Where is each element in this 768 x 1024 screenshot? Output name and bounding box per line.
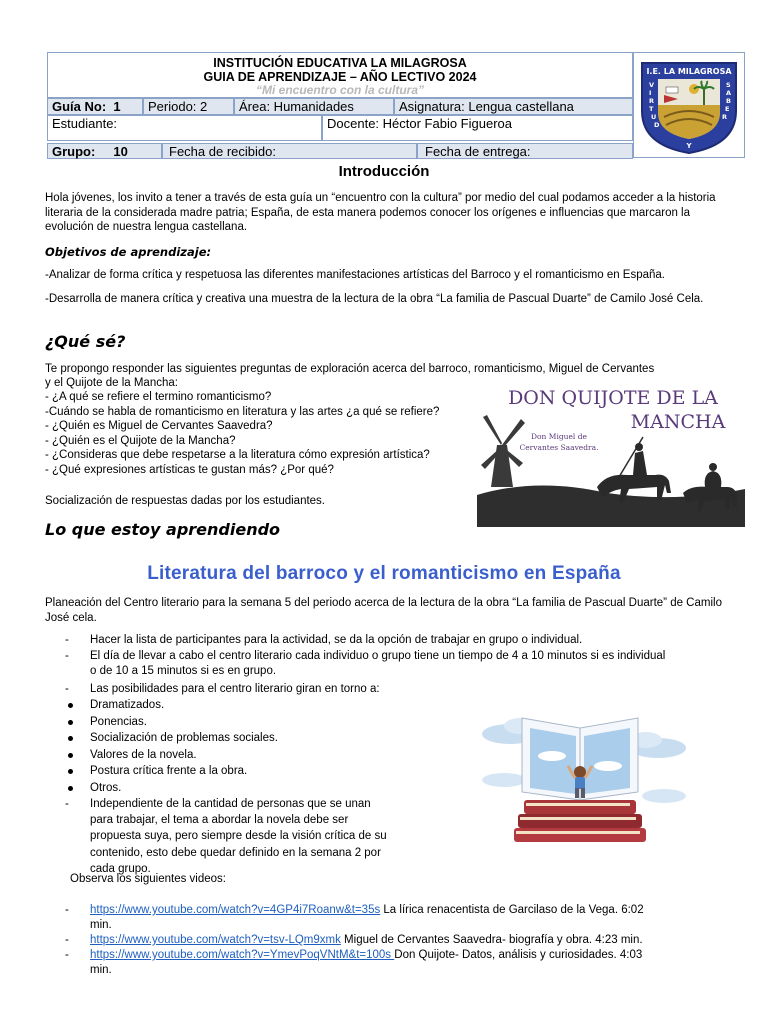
video-item [65,903,725,933]
bullet-item-text: Postura crítica frente a la obra. [90,765,248,777]
grupo-value: 10 [113,144,128,159]
dash-marker: - [65,949,69,961]
list-item-line: para trabajar, el tema a abordar la novela debe ser [90,814,349,827]
question-item: - ¿Quién es Miguel de Cervantes Saavedra? [45,420,273,432]
estudiante-cell: Estudiante: [47,115,322,141]
list-item-paragraph [90,796,413,877]
bullet-item-text: Valores de la novela. [90,748,197,761]
objective-2: -Desarrolla de manera crítica y creativa una muestra de la lectura de la obra “La familia de Pascual Duarte” de Camilo José Cela. [45,293,704,305]
video-link[interactable]: https://www.youtube.com/watch?v=YmevPoqVNtM&t=100s [90,949,395,961]
header-row-group [47,143,633,159]
observa-text: Observa los siguientes videos: [70,873,226,885]
video-link[interactable]: https://www.youtube.com/watch?v=tsv-LQm9xmk [90,934,341,946]
logo-name: I.E. LA MILAGROSA [646,67,732,76]
dash-marker: - [65,682,69,695]
bullet-icon [68,736,73,741]
bullet-icon [68,786,73,791]
list-item-line: Independiente de la cantidad de personas que se unan [90,798,371,810]
logo-bottom-letter: Y [686,142,692,150]
dash-marker: - [65,904,69,916]
bullet-icon [68,753,73,758]
fecha-recibido-cell: Fecha de recibido: [162,143,417,159]
intro-title: Introducción [338,163,430,180]
list-item-text: El día de llevar a cabo el centro literario cada individuo o grupo tiene un tiempo de 4 a 10 minutos si es individual [90,649,666,662]
list-item-line: cada grupo. [90,862,151,875]
guia-value: 1 [113,99,121,114]
video-description: Miguel de Cervantes Saavedra- biografía y obra. 4:23 min. [340,934,643,946]
school-logo-box [633,52,745,158]
dash-marker: - [65,649,69,662]
list-item [65,632,730,649]
bullet-item-text: Ponencias. [90,715,147,728]
aprendiendo-title: Lo que estoy aprendiendo [45,520,281,539]
logo-left-word: V I R T U D [649,81,660,129]
dash-marker: - [65,634,69,646]
bullet-icon [68,720,73,725]
guide-motto: “Mi encuentro con la cultura” [255,83,425,97]
header-table [47,52,633,158]
list-item [65,649,730,679]
dash-marker: - [65,798,69,810]
intro-text: Hola jóvenes, los invito a tener a través de esta guía un “encuentro con la cultura” por medio del cual podamos acceder a la historia literaria de la considerada madre patria; España, de esta manera podemos conocer los orígenes e influencias que marcaron la evolución de nuestra lengua castellana. [45,192,716,233]
video-link[interactable]: https://www.youtube.com/watch?v=4GP4i7Roanw&t=35s [90,904,381,916]
question-item: - ¿Qué expresiones artísticas te gustan más? ¿Por qué? [45,463,334,476]
literature-title: Literatura del barroco y el romanticismo en España [147,563,621,584]
video-list [65,903,725,978]
socializacion-text: Socialización de respuestas dadas por los estudiantes. [45,495,326,507]
question-item: - ¿Quién es el Quijote de la Mancha? [45,434,236,447]
school-shield-logo [634,53,744,157]
video-description: La lírica renacentista de Garcilaso de la Vega. 6:02 [380,904,644,916]
video-description-cont: min. [90,964,112,976]
quijote-title-line-1: DON QUIJOTE DE LA [508,387,718,409]
guia-cell [47,98,143,115]
area-cell: Área: Humanidades [234,98,394,115]
list-item-line: contenido, esto debe quedar definido en la semana 2 por [90,846,381,859]
que-se-intro-2: y el Quijote de la Mancha: [45,377,178,389]
guia-label: Guía No: [52,99,107,114]
logo-right-word: S A B E R [722,81,732,121]
bullet-icon [68,703,73,708]
bullet-item-text: Otros. [90,781,122,794]
guide-title: GUIA DE APRENDIZAJE – AÑO LECTIVO 2024 [203,70,477,84]
bullet-item-text: Dramatizados. [90,699,165,711]
header-row-people [47,115,633,141]
list-item-text: Las posibilidades para el centro literario giran en torno a: [90,682,380,695]
video-item [65,948,725,978]
grupo-label: Grupo: [52,144,96,159]
periodo-cell: Periodo: 2 [143,98,234,115]
docente-cell: Docente: Héctor Fabio Figueroa [322,115,633,141]
header-title-box [47,52,633,98]
video-item [65,933,725,948]
objectives-title: Objetivos de aprendizaje: [45,245,212,259]
header-row-guide [47,98,633,115]
list-item-text: Hacer la lista de participantes para la actividad, se da la opción de trabajar en grupo o individual. [90,634,583,646]
bullet-item-text: Socialización de problemas sociales. [90,732,278,744]
quijote-author-line-2: Cervantes Saavedra. [519,443,599,452]
list-item-text: o de 10 a 15 minutos si es en grupo. [90,664,277,677]
grupo-cell [47,143,162,159]
don-quijote-illustration [477,377,745,527]
video-description-cont: min. [90,919,112,931]
question-item: -Cuándo se habla de romanticismo en literatura y las artes ¿a qué se refiere? [45,405,440,418]
planning-text: Planeación del Centro literario para la semana 5 del periodo acerca de la lectura de la obra “La familia de Pascual Duarte” de Camilo José cela. [45,597,722,624]
books-child-illustration [480,708,688,846]
quijote-author-line-1: Don Miguel de [531,432,587,441]
list-item [65,681,730,698]
objective-1: -Analizar de forma crítica y respetuosa las diferentes manifestaciones artísticas del Barroco y el romanticismo en España. [45,269,666,281]
fecha-entrega-cell: Fecha de entrega: [417,143,633,159]
video-description: Don Quijote- Datos, análisis y curiosidades. 4:03 [394,949,643,961]
asignatura-cell: Asignatura: Lengua castellana [394,98,633,115]
question-item: - ¿Consideras que debe respetarse a la literatura cómo expresión artística? [45,449,430,461]
quijote-title-line-2: MANCHA [630,411,726,433]
que-se-title: ¿Qué sé? [45,332,126,351]
dash-marker: - [65,934,69,946]
question-item: - ¿A qué se refiere el termino romanticismo? [45,391,272,403]
school-name: INSTITUCIÓN EDUCATIVA LA MILAGROSA [213,56,467,70]
bullet-icon [68,769,73,774]
que-se-intro-1: Te propongo responder las siguientes preguntas de exploración acerca del barroco, romanticismo, Miguel de Cervantes [45,363,655,375]
list-item-line: propuesta suya, pero siempre desde la visión crítica de su [90,830,387,843]
question-list [45,390,475,477]
